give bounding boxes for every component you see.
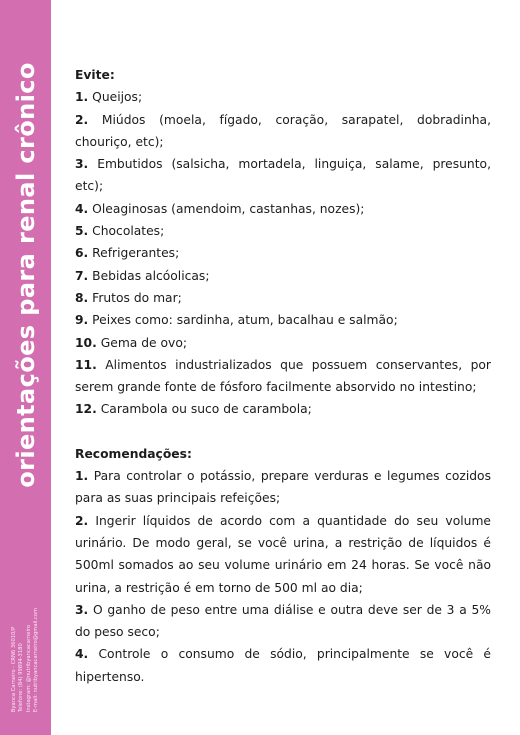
- item-number: 9.: [75, 313, 89, 328]
- item-number: 12.: [75, 402, 97, 417]
- evite-item: [75, 220, 491, 242]
- evite-item: [75, 332, 491, 354]
- evite-item: [75, 265, 491, 287]
- item-number: 2.: [75, 513, 89, 528]
- item-text: Bebidas alcóolicas;: [92, 268, 210, 283]
- evite-item: [75, 86, 491, 108]
- item-number: 10.: [75, 335, 97, 350]
- item-text: Miúdos (moela, fígado, coração, sarapatel, dobradinha, chouriço, etc);: [75, 112, 491, 149]
- credit-line: E-mail: nutribyancacarneiro@gmail.com: [33, 607, 40, 713]
- item-text: Queijos;: [92, 90, 143, 105]
- recomendacoes-item: [75, 643, 491, 688]
- item-number: 3.: [75, 602, 89, 617]
- item-number: 1.: [75, 90, 89, 105]
- recomendacoes-item: [75, 510, 491, 599]
- item-number: 7.: [75, 268, 89, 283]
- item-text: Para controlar o potássio, prepare verduras e legumes cozidos para as suas principais refeições;: [75, 469, 491, 506]
- sidebar-band: [0, 0, 51, 735]
- item-text: Chocolates;: [92, 224, 165, 239]
- evite-item: [75, 198, 491, 220]
- evite-title: Evite:: [75, 68, 115, 82]
- evite-item: [75, 153, 491, 198]
- item-text: Ingerir líquidos de acordo com a quantidade do seu volume urinário. De modo geral, se você urina, a restrição de líquidos é 500ml somados ao seu volume urinário em 24 horas. Se você não urina, a restrição é em torno de 500 ml ao dia;: [75, 513, 491, 595]
- credit-line: Telefone: (84) 99894-3180: [18, 643, 25, 713]
- recomendacoes-item: [75, 465, 491, 510]
- recomendacoes-list: [75, 465, 491, 688]
- main-content: [75, 64, 491, 688]
- evite-item: [75, 242, 491, 264]
- item-text: Alimentos industrializados que possuem conservantes, por serem grande fonte de fósforo facilmente absorvido no intestino;: [75, 357, 491, 395]
- item-number: 2.: [75, 112, 89, 127]
- item-number: 11.: [75, 357, 97, 372]
- item-number: 6.: [75, 246, 89, 261]
- item-text: Embutidos (salsicha, mortadela, linguiça, salame, presunto, etc);: [75, 157, 491, 194]
- item-number: 8.: [75, 290, 89, 305]
- evite-item: [75, 309, 491, 331]
- item-number: 1.: [75, 469, 89, 484]
- item-text: Carambola ou suco de carambola;: [100, 402, 312, 417]
- item-text: Peixes como: sardinha, atum, bacalhau e salmão;: [92, 313, 398, 328]
- item-text: Controle o consumo de sódio, principalmente se você é hipertenso.: [75, 647, 491, 684]
- item-text: Frutos do mar;: [92, 290, 182, 305]
- item-text: Refrigerantes;: [92, 246, 180, 261]
- evite-item: [75, 398, 491, 420]
- credit-line: Byanca Carneiro - CRN6 36010/P: [11, 626, 18, 713]
- item-text: Oleaginosas (amendoim, castanhas, nozes);: [92, 201, 365, 216]
- item-number: 4.: [75, 201, 89, 216]
- item-number: 4.: [75, 647, 89, 662]
- vertical-title: orientações para renal crônico: [12, 62, 40, 488]
- recomendacoes-item: [75, 599, 491, 644]
- item-number: 5.: [75, 224, 89, 239]
- item-number: 3.: [75, 157, 89, 172]
- author-credits: [11, 608, 41, 712]
- evite-item: [75, 109, 491, 154]
- item-text: Gema de ovo;: [100, 335, 187, 350]
- section-gap: [75, 421, 491, 443]
- evite-item: [75, 354, 491, 399]
- credit-line: Instagram: @nutribyancacarneiro: [26, 624, 32, 713]
- recomendacoes-title: Recomendações:: [75, 446, 192, 461]
- item-text: O ganho de peso entre uma diálise e outra deve ser de 3 a 5% do peso seco;: [75, 602, 491, 640]
- evite-item: [75, 287, 491, 309]
- evite-list: [75, 86, 491, 420]
